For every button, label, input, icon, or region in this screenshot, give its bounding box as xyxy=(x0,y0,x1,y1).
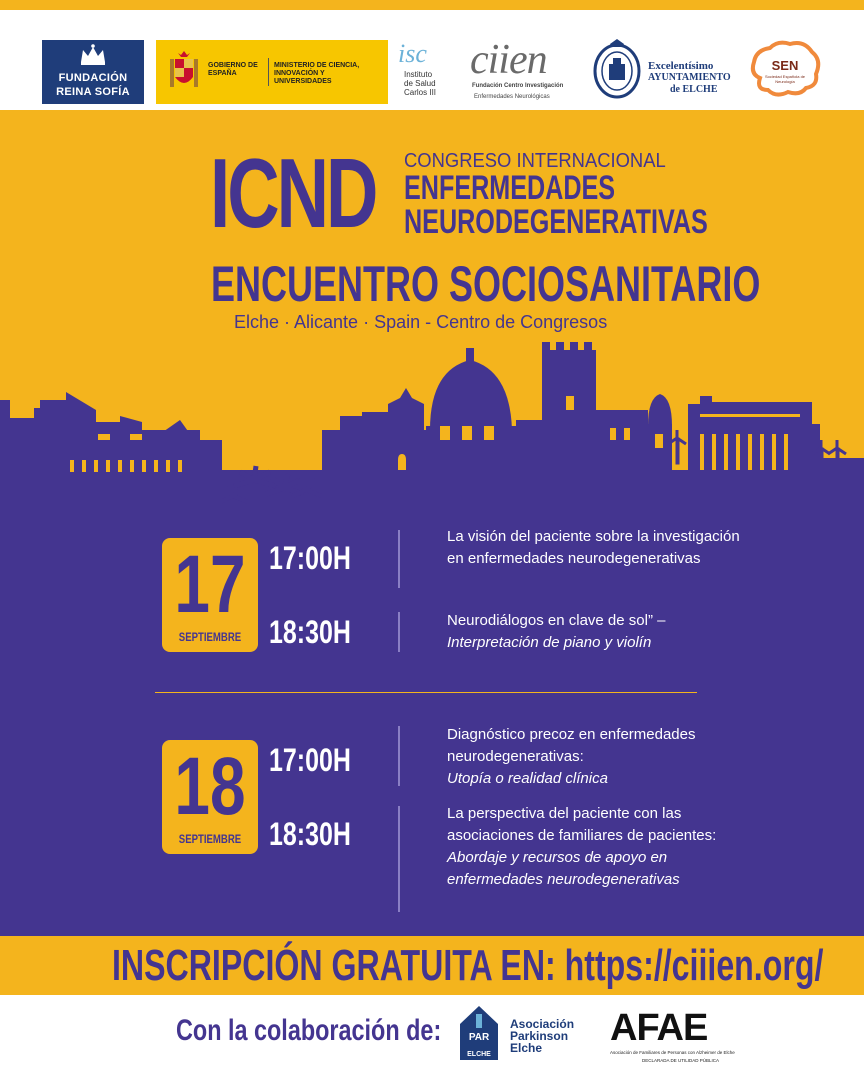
session-text: La perspectiva del paciente con las asociaciones de familiares de pacientes: xyxy=(447,805,717,844)
fundacion-line2: REINA SOFÍA xyxy=(56,86,130,98)
isciii-line1: Instituto xyxy=(404,70,433,79)
day-number: 18 xyxy=(174,741,246,832)
sen-logo xyxy=(746,38,824,102)
gobierno-divider xyxy=(268,58,269,86)
afae-name: AFAE xyxy=(610,1007,708,1049)
elche-skyline-illustration xyxy=(0,330,864,550)
day-month: SEPTIEMBRE xyxy=(178,832,242,846)
afae-logo xyxy=(610,1008,740,1070)
coat-of-arms-icon xyxy=(168,49,200,93)
session-divider xyxy=(398,530,400,588)
collaboration-label: Con la colaboración de: xyxy=(176,1014,442,1047)
elche-seal-icon xyxy=(592,38,642,100)
session-time: 17:00H xyxy=(269,540,351,576)
session-time: 18:30H xyxy=(269,614,351,650)
congress-topic-line2: NEURODEGENERATIVAS xyxy=(404,203,708,241)
asociacion-parkinson-elche-logo xyxy=(458,1004,598,1066)
gobierno-espana-logo xyxy=(156,40,388,104)
session-text: Diagnóstico precoz en enfermedades neurodegenerativas: xyxy=(447,726,696,765)
isciii-line3: Carlos III xyxy=(404,88,437,97)
session-italic-text: Interpretación de piano y violín xyxy=(447,634,652,651)
session-italic-text: Abordaje y recursos de apoyo en enfermedades neurodegenerativas xyxy=(447,849,680,888)
session-divider xyxy=(398,612,400,652)
elche-line3: de ELCHE xyxy=(670,84,718,95)
session-time: 18:30H xyxy=(269,816,351,852)
day-number: 17 xyxy=(174,539,246,630)
ministerio-text: MINISTERIO DE CIENCIA, INNOVACIÓN Y UNIVERSIDADES xyxy=(274,62,360,85)
parkinson-line2: Parkinson xyxy=(510,1029,569,1043)
parkinson-emblem-top: PAR xyxy=(468,1032,490,1043)
elche-line1: Excelentísimo xyxy=(648,60,714,72)
parkinson-emblem-icon xyxy=(458,1004,500,1064)
afae-line2: DECLARADA DE UTILIDAD PÚBLICA xyxy=(642,1058,720,1063)
schedule-panel xyxy=(0,520,864,936)
fundacion-line1: FUNDACIÓN xyxy=(58,72,128,84)
congress-topic-line1: ENFERMEDADES xyxy=(404,169,616,207)
ayuntamiento-elche-logo xyxy=(592,36,742,104)
session-description xyxy=(447,803,717,891)
crown-icon xyxy=(79,44,107,66)
ciien-name: ciien xyxy=(470,37,547,83)
congress-label: CONGRESO INTERNACIONAL xyxy=(404,150,666,172)
gobierno-text: GOBIERNO DE ESPAÑA xyxy=(208,62,258,77)
day-month: SEPTIEMBRE xyxy=(178,630,242,644)
session-italic-text: Utopía o realidad clínica xyxy=(447,770,608,787)
event-subtitle: ENCUENTRO SOCIOSANITARIO xyxy=(211,256,761,312)
ciien-line2: Enfermedades Neurológicas xyxy=(474,94,550,100)
session-time: 17:00H xyxy=(269,742,351,778)
isciii-mark-icon xyxy=(398,40,440,66)
sen-subtitle: Sociedad Española de Neurología xyxy=(764,74,806,84)
parkinson-line1: Asociación xyxy=(510,1017,575,1031)
date-badge-18 xyxy=(162,740,258,854)
session-divider xyxy=(398,806,400,912)
ciien-logo xyxy=(468,36,580,106)
day-separator xyxy=(155,692,697,693)
session-description xyxy=(447,610,747,654)
session-divider xyxy=(398,726,400,786)
parkinson-line3: Elche xyxy=(510,1041,543,1055)
session-description xyxy=(447,526,747,570)
isciii-mark-text: isc xyxy=(398,40,427,66)
session-text: La visión del paciente sobre la investigación en enfermedades neurodegenerativas xyxy=(447,528,740,567)
registration-link[interactable]: INSCRIPCIÓN GRATUITA EN: https://ciiien.org/ xyxy=(112,941,824,990)
isciii-logo xyxy=(396,40,456,104)
event-location: Elche · Alicante · Spain - Centro de Congresos xyxy=(234,312,608,332)
session-description xyxy=(447,724,727,790)
congress-acronym: ICND xyxy=(210,138,376,248)
sen-name: SEN xyxy=(771,58,799,73)
date-badge-17 xyxy=(162,538,258,652)
parkinson-emblem-bottom: ELCHE xyxy=(467,1051,491,1058)
afae-line1: Asociación de Familiares de Personas con Alzheimer de Elche xyxy=(610,1050,735,1055)
elche-line2: AYUNTAMIENTO xyxy=(648,72,731,83)
session-text: Neurodiálogos en clave de sol” – xyxy=(447,612,666,629)
ciien-line1: Fundación Centro Investigación xyxy=(472,83,564,89)
isciii-line2: de Salud xyxy=(404,79,436,88)
fundacion-reina-sofia-logo xyxy=(42,40,144,104)
sponsor-logo-bar xyxy=(0,0,864,110)
isciii-text xyxy=(404,70,436,97)
